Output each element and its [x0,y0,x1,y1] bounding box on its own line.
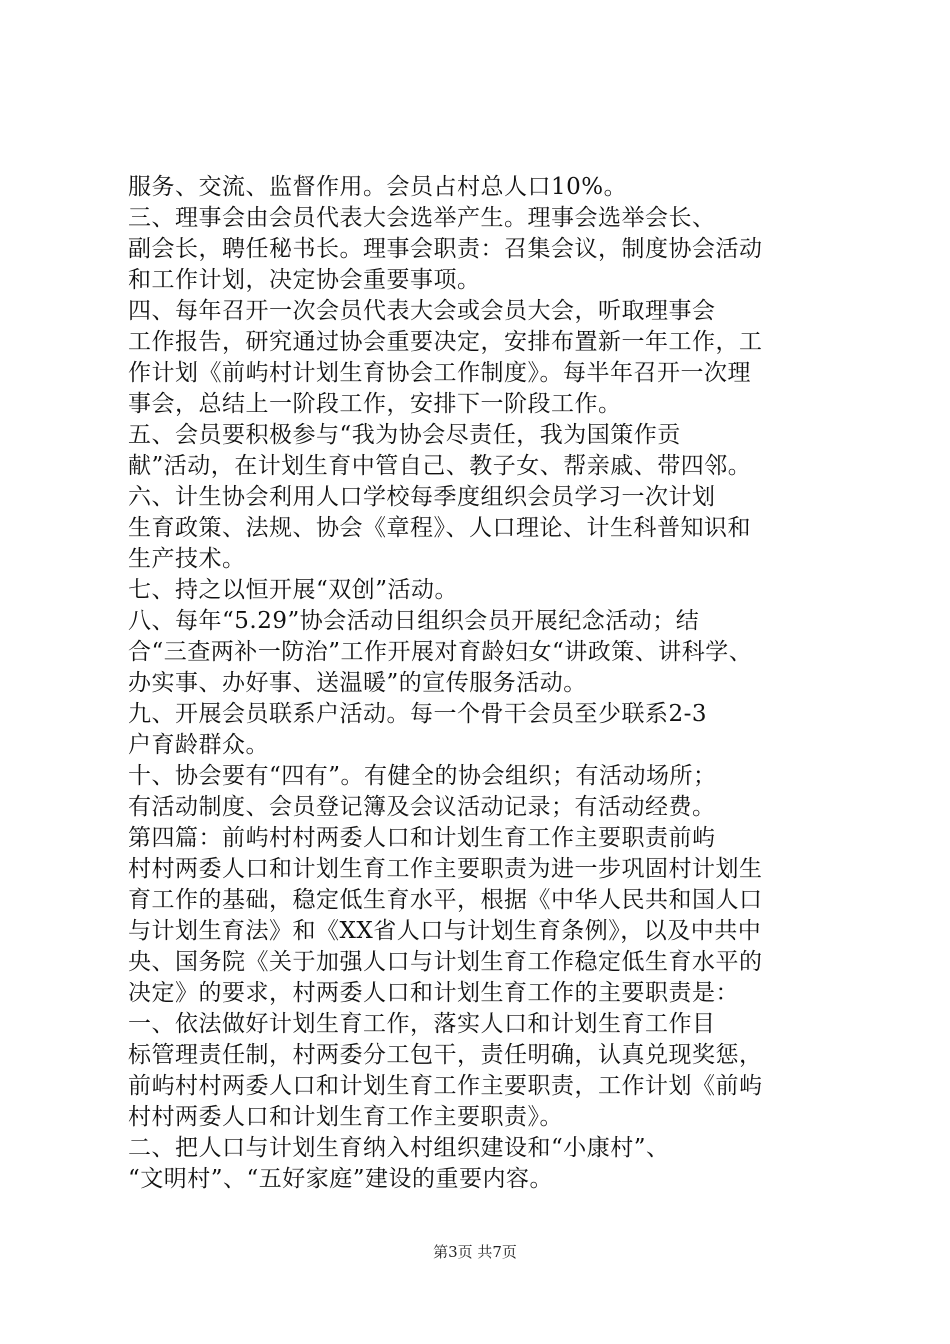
text-line: 和工作计划，决定协会重要事项。 [128,267,481,293]
text-line: 村村两委人口和计划生育工作主要职责为进一步巩固村计划生 [128,856,763,882]
text-line: 二、把人口与计划生育纳入村组织建设和“小康村”、 [128,1135,670,1161]
text-line: 有活动制度、会员登记簿及会议活动记录；有活动经费。 [128,794,716,820]
text-line: 合“三查两补一防治”工作开展对育龄妇女“讲政策、讲科学、 [128,639,753,665]
text-line: 标管理责任制，村两委分工包干，责任明确，认真兑现奖惩， [128,1042,763,1068]
text-line: “文明村”、“五好家庭”建设的重要内容。 [128,1166,554,1192]
text-line: 五、会员要积极参与“我为协会尽责任，我为国策作贡 [128,422,681,448]
text-line: 生育政策、法规、协会《章程》、人口理论、计生科普知识和 [128,515,751,541]
text-line: 献”活动，在计划生育中管自己、教子女、帮亲戚、带四邻。 [128,453,752,479]
text-line: 村村两委人口和计划生育工作主要职责》。 [128,1104,563,1130]
text-line: 副会长，聘任秘书长。理事会职责：召集会议，制度协会活动 [128,236,763,262]
text-line: 作计划《前屿村计划生育协会工作制度》。每半年召开一次理 [128,360,751,386]
text-line: 前屿村村两委人口和计划生育工作主要职责，工作计划《前屿 [128,1073,763,1099]
text-line: 八、每年“5.29”协会活动日组织会员开展纪念活动；结 [128,608,700,634]
text-line: 央、国务院《关于加强人口与计划生育工作稳定低生育水平的 [128,949,763,975]
text-line: 九、开展会员联系户活动。每一个骨干会员至少联系2-3 [128,701,708,727]
text-line: 三、理事会由会员代表大会选举产生。理事会选举会长、 [128,205,716,231]
text-line: 六、计生协会利用人口学校每季度组织会员学习一次计划 [128,484,716,510]
text-line: 与计划生育法》和《XX省人口与计划生育条例》，以及中共中 [128,918,762,944]
text-line: 第四篇：前屿村村两委人口和计划生育工作主要职责前屿 [128,825,716,851]
text-line: 工作报告，研究通过协会重要决定，安排布置新一年工作，工 [128,329,763,355]
text-line: 办实事、办好事、送温暖”的宣传服务活动。 [128,670,587,696]
body-text [128,172,838,1195]
text-line: 育工作的基础，稳定低生育水平，根据《中华人民共和国人口 [128,887,763,913]
text-line: 十、协会要有“四有”。有健全的协会组织；有活动场所； [128,763,717,789]
text-line: 生产技术。 [128,546,246,572]
text-line: 事会，总结上一阶段工作，安排下一阶段工作。 [128,391,622,417]
text-line: 户育龄群众。 [128,732,269,758]
page-number-footer: 第3页 共7页 [433,1243,517,1261]
text-line: 服务、交流、监督作用。会员占村总人口10%。 [128,174,628,200]
text-line: 决定》的要求，村两委人口和计划生育工作的主要职责是： [128,980,739,1006]
text-line: 七、持之以恒开展“双创”活动。 [128,577,459,603]
text-line: 一、依法做好计划生育工作，落实人口和计划生育工作目 [128,1011,716,1037]
text-line: 四、每年召开一次会员代表大会或会员大会，听取理事会 [128,298,716,324]
